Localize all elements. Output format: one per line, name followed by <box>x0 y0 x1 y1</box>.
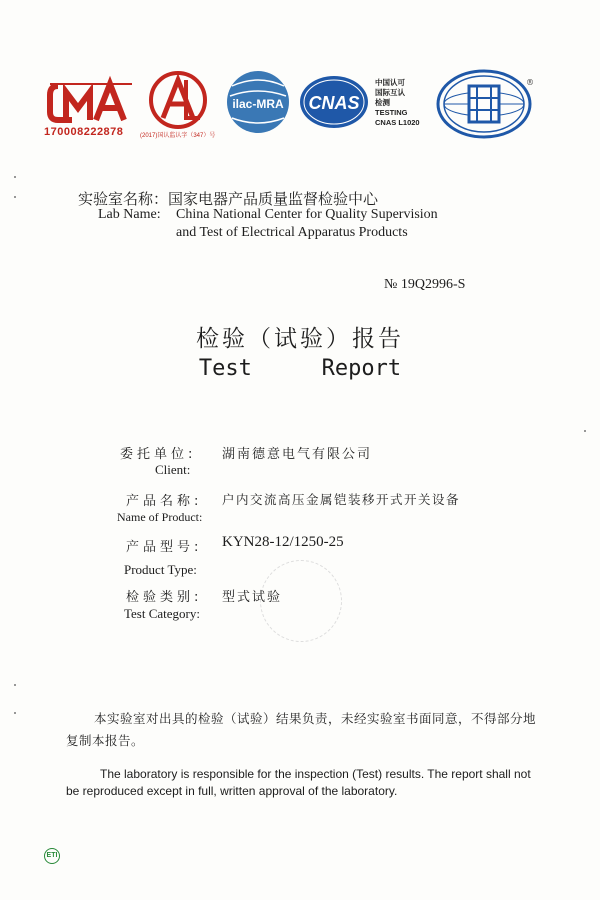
eti-mark-icon: ETI <box>44 848 60 864</box>
test-category-label-cn: 检验类别: <box>126 590 203 605</box>
scan-speck <box>584 430 586 432</box>
ilac-mra-logo <box>227 71 289 133</box>
cma-logo <box>50 84 132 120</box>
cal-logo <box>151 73 205 127</box>
lab-name-en-line1: China National Center for Quality Supervision <box>176 207 438 222</box>
client-label-cn: 委托单位: <box>120 447 197 462</box>
cma-number: 170008222878 <box>44 126 124 138</box>
seal-logo <box>438 71 530 137</box>
product-type-label-en: Product Type: <box>124 562 197 577</box>
product-type-value: KYN28-12/1250-25 <box>222 534 344 550</box>
report-title-cn: 检验（试验）报告 <box>196 326 404 352</box>
scan-speck <box>14 684 16 686</box>
disclaimer-en: The laboratory is responsible for the inspection (Test) results. The report shall not be reproduced except in full, written approval of the laboratory. <box>66 767 531 798</box>
test-category-value: 型式试验 <box>222 590 283 605</box>
svg-text:CNAS: CNAS <box>308 93 360 113</box>
lab-name-cn: 实验室名称：国家电器产品质量监督检验中心 <box>78 190 379 208</box>
cnas-side-line: 中国认可 <box>375 78 405 87</box>
svg-text:ilac-MRA: ilac-MRA <box>232 97 284 111</box>
product-name-value: 户内交流高压金属铠装移开式开关设备 <box>222 492 461 507</box>
cal-caption: (2017)国认监认字（347）号 <box>140 133 216 139</box>
product-type-label-cn: 产品型号: <box>126 540 203 555</box>
cnas-side-line: CNAS L1020 <box>375 118 420 127</box>
report-number: № 19Q2996-S <box>384 277 466 292</box>
lab-name-en-label: Lab Name: <box>98 207 161 222</box>
client-value: 湖南德意电气有限公司 <box>222 447 373 462</box>
registered-mark: ® <box>526 78 534 87</box>
cnas-side-text <box>375 78 445 128</box>
scan-speck <box>14 196 16 198</box>
disclaimer-cn: 本实验室对出具的检验（试验）结果负责，未经实验室书面同意，不得部分地复制本报告。 <box>66 711 537 748</box>
cnas-side-line: 国际互认 <box>375 88 405 97</box>
scan-speck <box>14 712 16 714</box>
product-name-label-en: Name of Product: <box>117 510 203 524</box>
cnas-side-line: TESTING <box>375 108 408 117</box>
test-category-label-en: Test Category: <box>124 606 200 621</box>
product-name-label-cn: 产品名称: <box>126 494 203 509</box>
scan-speck <box>14 176 16 178</box>
client-label-en: Client: <box>155 462 191 477</box>
cnas-logo <box>300 76 368 128</box>
lab-name-en-line2: and Test of Electrical Apparatus Products <box>176 225 408 240</box>
report-title-en: Test Report <box>198 356 402 381</box>
cnas-side-line: 检测 <box>375 98 390 107</box>
